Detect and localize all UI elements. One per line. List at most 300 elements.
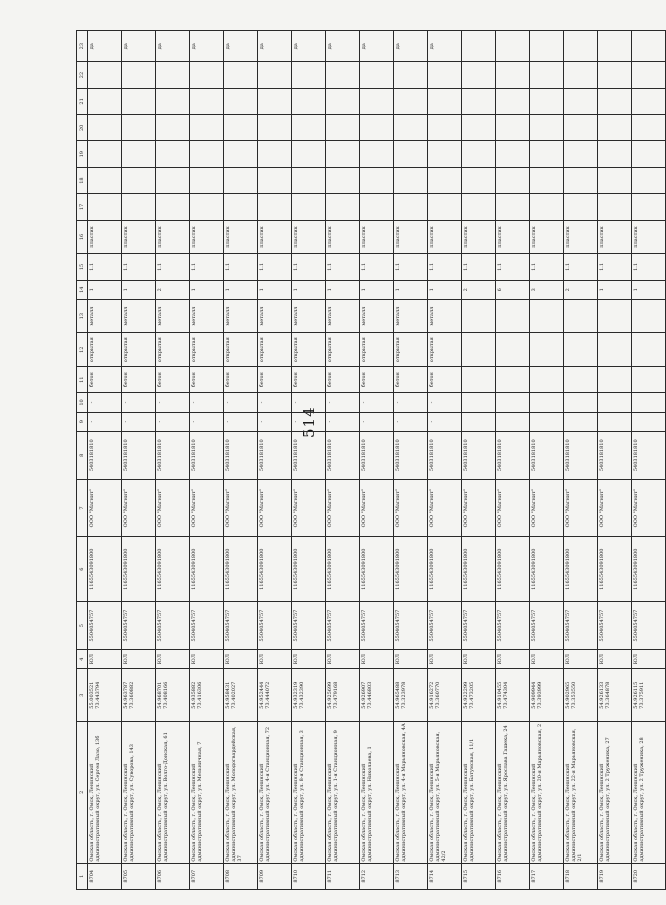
table-cell: [224, 115, 258, 141]
table-cell: [462, 167, 496, 193]
table-cell: 1: [88, 280, 122, 299]
table-cell: 1.1: [122, 254, 156, 280]
table-cell: 1.1: [394, 254, 428, 280]
table-cell: 5403181810: [156, 431, 190, 479]
table-cell: Омская область, г. Омск, Ленинский административный округ, ул. Николаева, 1: [360, 722, 394, 864]
table-cell: [394, 115, 428, 141]
table-cell: да: [190, 31, 224, 62]
table-cell: [530, 194, 564, 220]
table-cell: ЮЛ: [292, 650, 326, 669]
table-cell: [428, 62, 462, 88]
table-cell: [632, 412, 666, 431]
column-header: 1: [77, 863, 88, 889]
table-cell: -: [326, 412, 360, 431]
table-cell: 1: [598, 280, 632, 299]
table-cell: 5403181810: [122, 431, 156, 479]
table-cell: [598, 62, 632, 88]
table-cell: [496, 31, 530, 62]
table-cell: 5403181810: [530, 431, 564, 479]
table-cell: [88, 141, 122, 167]
table-cell: 1.1: [530, 254, 564, 280]
table-cell: 1.1: [326, 254, 360, 280]
table-cell: Омская область, г. Омск, Ленинский административный округ, ул. 8-я Станционная, 3: [292, 722, 326, 864]
table-cell: 1165543091800: [224, 537, 258, 602]
table-cell: [462, 115, 496, 141]
table-cell: 1: [224, 280, 258, 299]
table-cell: [292, 62, 326, 88]
table-cell: -: [156, 412, 190, 431]
table-cell: ООО "Магнит": [258, 479, 292, 537]
table-cell: Омская область, г. Омск, Ленинский административный округ, ул. 2 Труженика, 28: [632, 722, 666, 864]
table-cell: 8710: [292, 863, 326, 889]
column-header: 17: [77, 194, 88, 220]
table-cell: [122, 194, 156, 220]
table-cell: ООО "Магнит": [326, 479, 360, 537]
data-table: [76, 30, 666, 890]
table-cell: -: [326, 393, 360, 412]
table-cell: [428, 194, 462, 220]
table-cell: 5504054757: [632, 602, 666, 650]
table-cell: ООО "Магнит": [292, 479, 326, 537]
table-cell: [428, 141, 462, 167]
table-cell: 5504054757: [530, 602, 564, 650]
table-cell: открытая: [258, 333, 292, 367]
table-cell: 5403181810: [394, 431, 428, 479]
table-cell: 1: [428, 280, 462, 299]
table-cell: [530, 167, 564, 193]
table-cell: -: [224, 412, 258, 431]
table-cell: да: [258, 31, 292, 62]
table-cell: 8719: [598, 863, 632, 889]
table-cell: [598, 366, 632, 392]
table-cell: бетон: [88, 366, 122, 392]
table-cell: 5403181810: [292, 431, 326, 479]
table-cell: 3: [530, 280, 564, 299]
table-cell: 1.1: [292, 254, 326, 280]
table-cell: 5504054757: [462, 602, 496, 650]
table-row: [462, 31, 496, 890]
table-cell: 1165543091800: [598, 537, 632, 602]
table-cell: открытая: [122, 333, 156, 367]
table-cell: металл: [428, 299, 462, 333]
table-cell: [632, 141, 666, 167]
table-cell: 1.1: [564, 254, 598, 280]
table-cell: -: [360, 412, 394, 431]
table-cell: [530, 299, 564, 333]
table-cell: [564, 366, 598, 392]
table-cell: [258, 62, 292, 88]
table-cell: 1: [394, 280, 428, 299]
table-cell: металл: [360, 299, 394, 333]
table-cell: пластик: [360, 220, 394, 254]
table-cell: бетон: [428, 366, 462, 392]
table-cell: [496, 393, 530, 412]
table-header-row: [77, 31, 88, 890]
table-cell: [496, 299, 530, 333]
column-header: 6: [77, 537, 88, 602]
table-cell: Омская область, г. Омск, Ленинский административный округ, ул. Молодогвардейская, 37: [224, 722, 258, 864]
table-cell: [292, 115, 326, 141]
table-cell: [394, 167, 428, 193]
table-row: [496, 31, 530, 890]
table-cell: 1165543091800: [326, 537, 360, 602]
table-cell: ЮЛ: [462, 650, 496, 669]
table-cell: [190, 141, 224, 167]
table-cell: [156, 62, 190, 88]
table-cell: [292, 141, 326, 167]
table-cell: 54.932319 73.432390: [292, 669, 326, 722]
table-cell: бетон: [122, 366, 156, 392]
table-cell: [632, 31, 666, 62]
table-cell: [530, 393, 564, 412]
table-cell: [598, 115, 632, 141]
table-cell: [462, 333, 496, 367]
table-cell: 1165543091800: [258, 537, 292, 602]
table-cell: 1.1: [258, 254, 292, 280]
page-number: 514: [300, 406, 318, 438]
table-cell: да: [88, 31, 122, 62]
table-cell: ЮЛ: [122, 650, 156, 669]
table-cell: -: [88, 393, 122, 412]
table-cell: [258, 167, 292, 193]
table-cell: бетон: [224, 366, 258, 392]
table-cell: [326, 115, 360, 141]
table-cell: бетон: [258, 366, 292, 392]
column-header: 5: [77, 602, 88, 650]
table-cell: ООО "Магнит": [190, 479, 224, 537]
table-cell: 8714: [428, 863, 462, 889]
table-cell: 2: [564, 280, 598, 299]
table-cell: пластик: [122, 220, 156, 254]
table-cell: [122, 115, 156, 141]
table-cell: 8720: [632, 863, 666, 889]
table-cell: -: [122, 412, 156, 431]
table-cell: 5504054757: [190, 602, 224, 650]
table-cell: 1165543091800: [462, 537, 496, 602]
table-cell: -: [428, 412, 462, 431]
table-cell: [632, 62, 666, 88]
table-cell: [360, 167, 394, 193]
table-cell: ЮЛ: [156, 650, 190, 669]
table-cell: -: [258, 393, 292, 412]
table-cell: [394, 194, 428, 220]
table-cell: [462, 412, 496, 431]
table-cell: ООО "Магнит": [496, 479, 530, 537]
table-row: [190, 31, 224, 890]
table-cell: [530, 62, 564, 88]
table-cell: [598, 31, 632, 62]
table-cell: -: [122, 393, 156, 412]
table-cell: 54.952444 73.444072: [258, 669, 292, 722]
table-cell: -: [190, 393, 224, 412]
table-cell: 1: [190, 280, 224, 299]
table-cell: [360, 141, 394, 167]
table-cell: ЮЛ: [190, 650, 224, 669]
table-cell: [394, 88, 428, 114]
table-cell: 54.926115 73.375911: [632, 669, 666, 722]
table-cell: 1.1: [462, 254, 496, 280]
table-cell: 54.965488 73.323978: [394, 669, 428, 722]
table-cell: 1: [258, 280, 292, 299]
table-cell: [632, 115, 666, 141]
table-cell: 1165543091800: [632, 537, 666, 602]
table-cell: пластик: [292, 220, 326, 254]
table-cell: да: [326, 31, 360, 62]
table-cell: [598, 141, 632, 167]
table-cell: [564, 194, 598, 220]
table-cell: [564, 167, 598, 193]
table-cell: [496, 62, 530, 88]
column-header: 23: [77, 31, 88, 62]
table-row: [530, 31, 564, 890]
table-cell: 8715: [462, 863, 496, 889]
table-cell: 54.926907 73.446803: [360, 669, 394, 722]
table-cell: ЮЛ: [632, 650, 666, 669]
table-cell: 1165543091800: [292, 537, 326, 602]
table-cell: 54.909944 73.393999: [530, 669, 564, 722]
table-cell: 54.922299 73.473205: [462, 669, 496, 722]
table-cell: [122, 141, 156, 167]
table-cell: [292, 167, 326, 193]
table-cell: 1165543091800: [190, 537, 224, 602]
table-row: [428, 31, 462, 890]
table-cell: -: [360, 393, 394, 412]
table-cell: Омская область, г. Омск, Ленинский административный округ, ул. 4-я Марьяновская, 4А: [394, 722, 428, 864]
table-cell: [462, 393, 496, 412]
table-cell: открытая: [224, 333, 258, 367]
table-cell: [632, 366, 666, 392]
table-cell: металл: [394, 299, 428, 333]
table-cell: [190, 167, 224, 193]
table-row: [326, 31, 360, 890]
table-cell: пластик: [394, 220, 428, 254]
table-cell: 1165543091800: [156, 537, 190, 602]
table-cell: 5504054757: [224, 602, 258, 650]
table-cell: бетон: [326, 366, 360, 392]
table-cell: Омская область, г. Омск, Ленинский административный округ, ул. Батумская, 11/1: [462, 722, 496, 864]
table-cell: пластик: [598, 220, 632, 254]
table-cell: 5504054757: [326, 602, 360, 650]
table-cell: [258, 115, 292, 141]
table-cell: [598, 412, 632, 431]
table-row: [122, 31, 156, 890]
table-cell: металл: [156, 299, 190, 333]
table-cell: [88, 88, 122, 114]
table-cell: [462, 194, 496, 220]
table-cell: [632, 333, 666, 367]
table-cell: [564, 412, 598, 431]
table-cell: 1.1: [224, 254, 258, 280]
column-header: 2: [77, 722, 88, 864]
table-cell: бетон: [360, 366, 394, 392]
table-row: [632, 31, 666, 890]
table-cell: ЮЛ: [258, 650, 292, 669]
table-row: [224, 31, 258, 890]
table-cell: [496, 333, 530, 367]
table-cell: 55.003521 73.443794: [88, 669, 122, 722]
table-cell: 8707: [190, 863, 224, 889]
table-cell: [326, 62, 360, 88]
table-cell: 54.926133 73.364878: [598, 669, 632, 722]
table-cell: пластик: [224, 220, 258, 254]
table-cell: [428, 167, 462, 193]
table-cell: [156, 88, 190, 114]
table-cell: бетон: [292, 366, 326, 392]
table-cell: 5504054757: [88, 602, 122, 650]
column-header: 21: [77, 88, 88, 114]
table-cell: пластик: [156, 220, 190, 254]
table-cell: да: [156, 31, 190, 62]
table-cell: ООО "Магнит": [88, 479, 122, 537]
table-cell: открытая: [360, 333, 394, 367]
table-cell: [496, 194, 530, 220]
table-cell: -: [258, 412, 292, 431]
table-cell: открытая: [292, 333, 326, 367]
table-cell: [632, 167, 666, 193]
table-cell: металл: [292, 299, 326, 333]
table-cell: ООО "Магнит": [156, 479, 190, 537]
table-cell: 8712: [360, 863, 394, 889]
table-cell: Омская область, г. Омск, Ленинский административный округ, ул. Мельничная, 7: [190, 722, 224, 864]
table-cell: [326, 167, 360, 193]
table-cell: [632, 194, 666, 220]
table-cell: [598, 194, 632, 220]
table-cell: пластик: [326, 220, 360, 254]
table-cell: 54.963787 73.360882: [122, 669, 156, 722]
table-cell: 5504054757: [292, 602, 326, 650]
table-row: [258, 31, 292, 890]
table-cell: 5403181810: [632, 431, 666, 479]
table-cell: открытая: [326, 333, 360, 367]
table-cell: [632, 393, 666, 412]
table-cell: металл: [88, 299, 122, 333]
table-cell: [156, 167, 190, 193]
table-cell: металл: [224, 299, 258, 333]
table-cell: 1165543091800: [360, 537, 394, 602]
column-header: 10: [77, 393, 88, 412]
table-cell: [564, 88, 598, 114]
table-cell: 1165543091800: [88, 537, 122, 602]
table-cell: Омская область, г. Омск, Ленинский административный округ, ул. 20-я Марьяновская, 2: [530, 722, 564, 864]
table-cell: [496, 88, 530, 114]
table-cell: ООО "Магнит": [530, 479, 564, 537]
table-cell: [530, 31, 564, 62]
table-cell: 5403181810: [360, 431, 394, 479]
table-cell: [258, 88, 292, 114]
rotated-table-wrapper: [76, 30, 645, 890]
table-cell: [564, 141, 598, 167]
table-cell: 5403181810: [258, 431, 292, 479]
column-header: 4: [77, 650, 88, 669]
table-cell: ООО "Магнит": [224, 479, 258, 537]
table-cell: металл: [258, 299, 292, 333]
column-header: 12: [77, 333, 88, 367]
table-cell: [190, 115, 224, 141]
table-cell: бетон: [156, 366, 190, 392]
table-cell: 8708: [224, 863, 258, 889]
table-cell: [122, 167, 156, 193]
table-cell: металл: [326, 299, 360, 333]
table-cell: 8711: [326, 863, 360, 889]
table-cell: металл: [190, 299, 224, 333]
table-cell: [360, 194, 394, 220]
table-row: [292, 31, 326, 890]
table-cell: 1165543091800: [530, 537, 564, 602]
table-cell: 6: [496, 280, 530, 299]
table-cell: 5403181810: [496, 431, 530, 479]
table-cell: [564, 299, 598, 333]
table-cell: да: [428, 31, 462, 62]
table-cell: [496, 115, 530, 141]
table-cell: пластик: [632, 220, 666, 254]
table-cell: [632, 88, 666, 114]
table-cell: [462, 31, 496, 62]
table-cell: 54.910455 73.474304: [496, 669, 530, 722]
table-cell: -: [224, 393, 258, 412]
column-header: 11: [77, 366, 88, 392]
table-cell: 1165543091800: [496, 537, 530, 602]
table-cell: [530, 333, 564, 367]
table-cell: ООО "Магнит": [598, 479, 632, 537]
table-cell: [530, 412, 564, 431]
table-cell: [224, 62, 258, 88]
column-header: 18: [77, 167, 88, 193]
table-cell: [394, 62, 428, 88]
table-cell: пластик: [88, 220, 122, 254]
table-cell: Омская область, г. Омск, Ленинский административный округ, ул. 5-я Марьяновская, 42/2: [428, 722, 462, 864]
table-cell: [156, 194, 190, 220]
table-cell: [530, 141, 564, 167]
table-cell: [122, 62, 156, 88]
table-cell: [190, 194, 224, 220]
table-cell: 1.1: [496, 254, 530, 280]
table-cell: 5403181810: [224, 431, 258, 479]
table-cell: -: [156, 393, 190, 412]
table-cell: -: [428, 393, 462, 412]
table-row: [88, 31, 122, 890]
table-cell: 1.1: [88, 254, 122, 280]
table-cell: Омская область, г. Омск, Ленинский административный округ, ул. Ярослава Гашека, 24: [496, 722, 530, 864]
column-header: 3: [77, 669, 88, 722]
table-cell: ЮЛ: [598, 650, 632, 669]
table-cell: [530, 88, 564, 114]
table-body: [88, 31, 666, 890]
table-cell: бетон: [190, 366, 224, 392]
table-cell: пластик: [428, 220, 462, 254]
table-cell: открытая: [428, 333, 462, 367]
table-cell: 5403181810: [190, 431, 224, 479]
table-cell: Омская область, г. Омск, Ленинский административный округ, ул. 2 Труженика, 27: [598, 722, 632, 864]
table-cell: 5403181810: [564, 431, 598, 479]
table-cell: пластик: [258, 220, 292, 254]
table-cell: [258, 194, 292, 220]
table-cell: [190, 62, 224, 88]
table-cell: [428, 115, 462, 141]
column-header: 14: [77, 280, 88, 299]
table-cell: [462, 366, 496, 392]
table-cell: ЮЛ: [428, 650, 462, 669]
table-cell: 1: [292, 280, 326, 299]
table-cell: Омская область, г. Омск, Ленинский административный округ, ул. Волго-Донская, 61: [156, 722, 190, 864]
table-cell: [326, 194, 360, 220]
table-row: [564, 31, 598, 890]
table-cell: [530, 366, 564, 392]
table-cell: да: [292, 31, 326, 62]
table-cell: 5403181810: [88, 431, 122, 479]
table-cell: -: [292, 393, 326, 412]
table-cell: 5504054757: [428, 602, 462, 650]
table-cell: [360, 115, 394, 141]
